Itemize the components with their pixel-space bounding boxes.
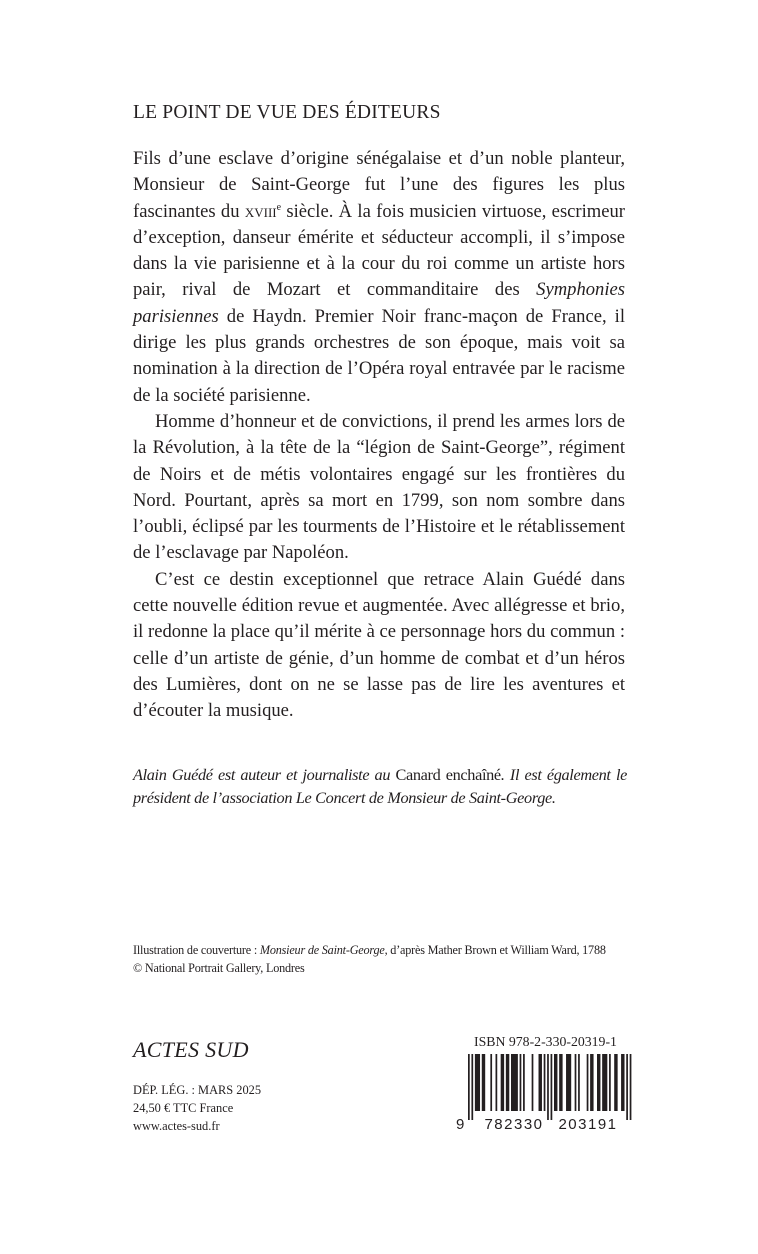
publisher-logo: ACTES SUD (133, 1037, 249, 1062)
publisher-blurb (133, 146, 625, 725)
barcode-bar (587, 1054, 589, 1111)
isbn-barcode (452, 1054, 634, 1132)
credit-work-title: Monsieur de Saint-George (259, 943, 385, 957)
barcode-bar (590, 1054, 593, 1111)
author-bio-part-a: Alain Guédé est auteur et journaliste au (133, 765, 396, 784)
cover-illustration-line (133, 941, 633, 959)
author-bio (133, 764, 627, 809)
barcode-bar (539, 1054, 542, 1111)
imprint-block (133, 1081, 261, 1135)
paragraph-1-part-c: de Haydn. Premier Noir franc-maçon de France, il dirige les plus grands orchestres de son époque, mais voit sa nomination à la direction de l’Opéra royal entravée par le racisme de la société parisienne. (133, 305, 625, 406)
website: www.actes-sud.fr (133, 1119, 220, 1133)
barcode-bar (578, 1054, 580, 1111)
barcode-bar (490, 1054, 492, 1111)
barcode-bar (475, 1054, 480, 1111)
barcode-bar (551, 1054, 553, 1120)
barcode-bar (506, 1054, 509, 1111)
symphonies-title: Symphonies parisiennes (133, 279, 625, 327)
barcode-bar (501, 1054, 504, 1111)
barcode-bar (468, 1054, 470, 1120)
cover-credit (133, 941, 633, 977)
legal-deposit: DÉP. LÉG. : MARS 2025 (133, 1083, 262, 1097)
barcode-bar (482, 1054, 485, 1111)
barcode-bars (468, 1054, 631, 1120)
barcode-bar (602, 1054, 607, 1111)
credit-prefix: Illustration de couverture : (133, 943, 260, 957)
barcode-bar (614, 1054, 617, 1111)
century-numeral: xviii (244, 200, 277, 222)
barcode-right-digits: 203191 (558, 1116, 618, 1132)
paragraph-1 (133, 146, 625, 409)
barcode-first-digit: 9 (456, 1116, 465, 1132)
barcode-bar (471, 1054, 473, 1120)
isbn-label: ISBN 978-2-330-20319-1 (474, 1034, 617, 1049)
barcode-bar (630, 1054, 632, 1120)
century-superscript: e (276, 201, 282, 213)
barcode-bar (554, 1054, 557, 1111)
paragraph-1-part-b: siècle. À la fois musicien virtuose, escrimeur d’exception, danseur émérite et séducteur accompli, il s’impose dans la vie parisienne et à la cour du roi comme un artiste hors pair, rival de Mozart et commanditaire des (133, 200, 625, 301)
barcode-bar (609, 1054, 611, 1111)
barcode-bar (520, 1054, 522, 1111)
paragraph-2: Homme d’honneur et de convictions, il prend les armes lors de la Révolution, à la tête de la “légion de Saint-George”, régiment de Noirs et de métis volontaires engagé sur les frontières du Nord. Pourtant, après sa mort en 1799, son nom sombre dans l’oubli, éclipsé par les tourments de l’Histoire et le rétablissement de l’esclavage par Napoléon. (133, 410, 625, 564)
author-bio-part-b: . Il est également le président de l’association Le Concert de Monsieur de Saint-George. (133, 765, 628, 807)
copyright-line: © National Portrait Gallery, Londres (133, 961, 305, 975)
paragraph-1-part-a: Fils d’une esclave d’origine sénégalaise et d’un noble planteur, Monsieur de Saint-George fut l’une des figures les plus fascinantes du (133, 148, 625, 222)
barcode-bar (626, 1054, 628, 1120)
paragraph-3: C’est ce destin exceptionnel que retrace Alain Guédé dans cette nouvelle édition revue et augmentée. Avec allégresse et brio, il redonne la place qu’il mérite à ce personnage hors du commun : celle d’un artiste de génie, d’un homme de combat et d’un héros des Lumières, dont on ne se lasse pas de lire les aventures et d’écouter la musique. (133, 568, 625, 722)
barcode-bar (559, 1054, 562, 1111)
section-heading: LE POINT DE VUE DES ÉDITEURS (133, 102, 441, 123)
barcode-bar (566, 1054, 571, 1111)
barcode-bar (544, 1054, 546, 1111)
barcode-bar (496, 1054, 498, 1111)
barcode-bar (575, 1054, 577, 1111)
barcode-bar (547, 1054, 549, 1120)
barcode-bar (621, 1054, 624, 1111)
barcode-left-digits: 782330 (484, 1116, 544, 1132)
barcode-bar (523, 1054, 525, 1111)
barcode-bar (532, 1054, 534, 1111)
newspaper-name: Canard enchaîné (395, 765, 501, 784)
credit-suffix: , d’après Mather Brown et William Ward, 1788 (384, 943, 606, 957)
price: 24,50 € TTC France (133, 1101, 234, 1115)
barcode-bar (597, 1054, 600, 1111)
barcode-bar (511, 1054, 518, 1111)
